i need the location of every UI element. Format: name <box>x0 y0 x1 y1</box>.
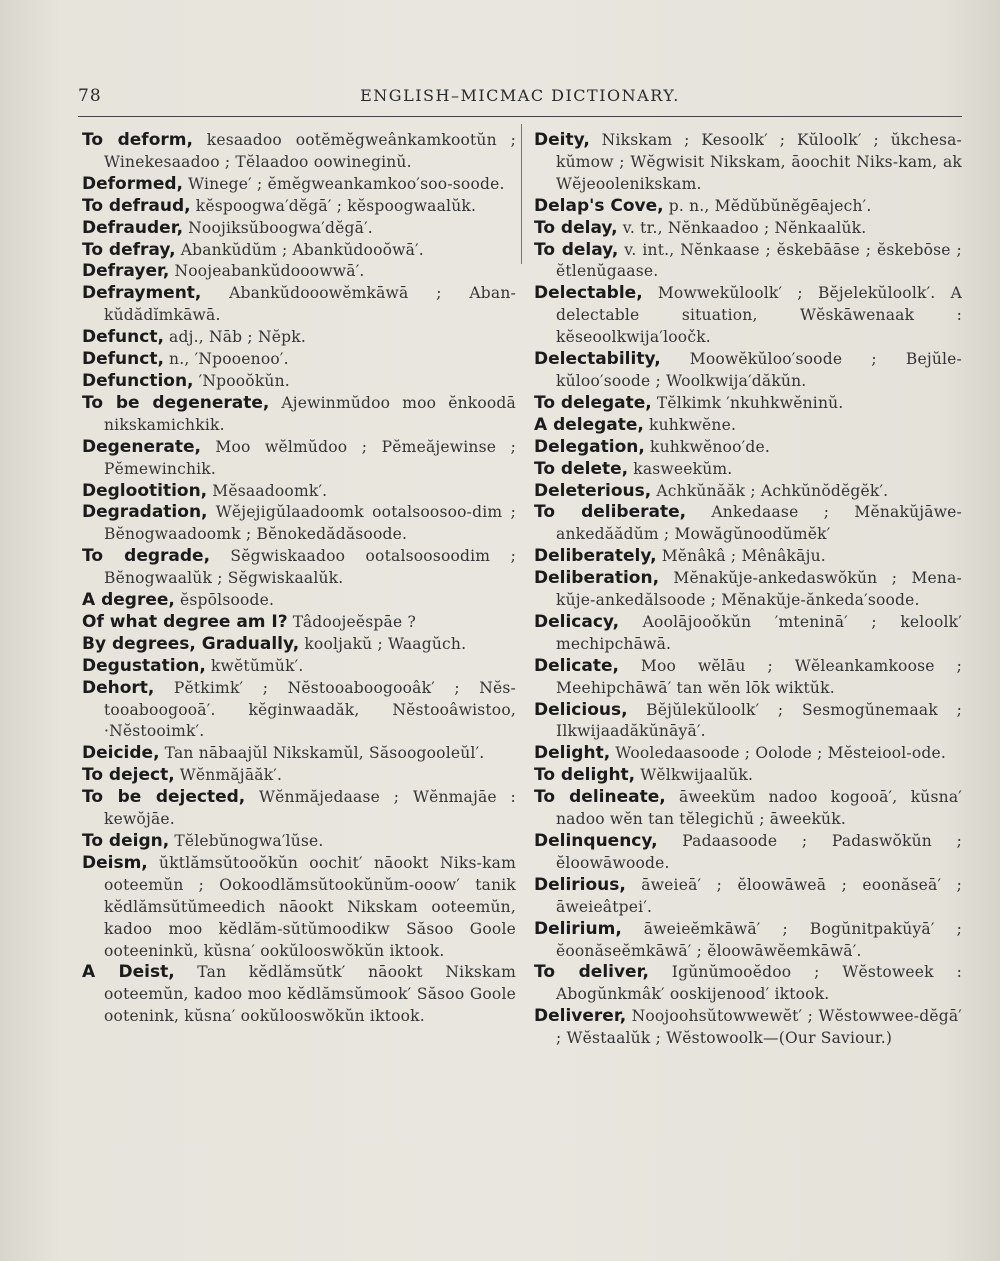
entry-headword: Delight, <box>534 743 611 764</box>
entry-headword: Defrayer, <box>82 261 170 282</box>
dictionary-entry <box>534 130 962 196</box>
entry-headword: Deliberation, <box>534 568 660 589</box>
entry-headword: Delectability, <box>534 349 661 370</box>
entry-definition: Mĕsaadoomk′. <box>207 481 328 500</box>
entry-definition: Abankŭdooowĕmkāwā ; Aban-kŭdădĭmkāwā. <box>104 284 516 325</box>
entry-headword: Delicate, <box>534 655 619 676</box>
entry-headword: To deform, <box>82 130 193 150</box>
entry-definition: Moowĕkŭloo′soode ; Bejŭle-kŭloo′soode ; Woolkwija′dăkŭn. <box>556 350 962 390</box>
dictionary-entry <box>534 240 962 284</box>
dictionary-entry <box>534 962 962 1006</box>
entry-definition: Nikskam ; Kesoolk′ ; Kŭloolk′ ; ŭkchesa-kŭmow ; Wĕgwisit Nikskam, āoochit Niks-kam, ak Wĕjeoolenikskam. <box>556 131 962 193</box>
entry-definition: kuhkwĕne. <box>643 415 737 434</box>
dictionary-entry <box>534 1006 962 1050</box>
entry-definition: āweieā′ ; ĕloowāweā ; eoonăseā′ ; āweieâtpei′. <box>556 875 962 916</box>
entry-definition: kasweekŭm. <box>628 459 733 478</box>
entry-headword: To delete, <box>534 458 629 479</box>
dictionary-entry <box>534 787 962 831</box>
entry-definition: Aoolājooŏkŭn ′mteninā′ ; keloolk′ mechipchāwā. <box>556 612 962 653</box>
entry-definition: Ankedaase ; Mĕnakŭjāwe-ankedăădŭm ; Mowăgŭnoodŭmĕk′ <box>556 503 962 544</box>
entry-headword: Delegation, <box>534 436 645 457</box>
entry-headword: Deicide, <box>82 743 160 764</box>
entry-headword: To delight, <box>534 765 636 786</box>
entry-headword: Deglootition, <box>82 480 208 501</box>
dictionary-entry <box>534 700 962 744</box>
entry-headword: To deign, <box>82 831 170 851</box>
dictionary-entry <box>82 283 516 327</box>
entry-definition: Bĕjŭlekŭloolk′ ; Sesmogŭnemaak ; Ilkwijaadăkŭnāyā′. <box>556 700 962 741</box>
entry-definition: ĕspōlsoode. <box>174 591 275 610</box>
dictionary-entry <box>82 678 516 744</box>
entry-definition: Padaasoode ; Padaswŏkŭn ; ĕloowāwoode. <box>556 832 962 872</box>
entry-definition: Tĕlkimk ′nkuhkwĕninŭ. <box>651 393 844 412</box>
dictionary-entry <box>534 875 962 919</box>
entry-definition: v. tr., Nĕnkaadoo ; Nĕnkaalŭk. <box>617 218 867 237</box>
entry-headword: To deliver, <box>534 962 649 983</box>
page-header <box>78 86 962 114</box>
entry-headword: Deleterious, <box>534 480 652 501</box>
right-column <box>534 130 962 1050</box>
entry-definition: Wĕnmăjedaase ; Wĕnmajāe : kewŏjāe. <box>104 788 516 829</box>
dictionary-entry <box>82 196 516 218</box>
dictionary-entry <box>534 919 962 963</box>
dictionary-entry <box>534 349 962 393</box>
dictionary-entry <box>534 415 962 437</box>
entry-headword: Degenerate, <box>82 436 201 457</box>
dictionary-entry <box>534 656 962 700</box>
dictionary-entry <box>534 502 962 546</box>
dictionary-entry <box>82 765 516 787</box>
dictionary-entry <box>534 743 962 765</box>
entry-headword: Deformed, <box>82 173 183 194</box>
dictionary-entry <box>534 459 962 481</box>
entry-definition: Wĕlkwijaalŭk. <box>635 766 754 785</box>
entry-definition: Mĕnâkâ ; Mênâkāju. <box>656 547 826 566</box>
dictionary-entry <box>82 656 516 678</box>
entry-definition: Wĕnmăjāăk′. <box>174 766 283 785</box>
dictionary-entry <box>82 218 516 240</box>
entry-definition: ′Npooŏkŭn. <box>193 371 290 390</box>
entry-headword: Delirious, <box>534 874 626 895</box>
entry-definition: Moo wĕlāu ; Wĕleankamkoose ; Meehipchāwā′ tan wĕn lōk wiktŭk. <box>556 656 962 697</box>
entry-headword: Dehort, <box>82 677 155 698</box>
entry-headword: Degradation, <box>82 502 208 523</box>
dictionary-entry <box>82 130 516 174</box>
dictionary-entry <box>82 481 516 503</box>
entry-headword: Delicious, <box>534 699 628 720</box>
entry-headword: A delegate, <box>534 414 644 435</box>
entry-definition: Moo wĕlmŭdoo ; Pĕmeăjewinse ; Pĕmewinchik. <box>104 437 516 478</box>
dictionary-entry <box>534 481 962 503</box>
dictionary-entry <box>82 962 516 1028</box>
entry-definition: Noojeabankŭdooowwā′. <box>169 262 365 281</box>
entry-headword: To defraud, <box>82 195 191 216</box>
entry-headword: Defunct, <box>82 349 164 370</box>
entry-headword: Delirium, <box>534 918 622 939</box>
entry-definition: kuhkwĕnoo′de. <box>644 437 770 456</box>
entry-definition: Winege′ ; ĕmĕgweankamkoo′soo-soode. <box>182 174 505 193</box>
dictionary-entry <box>82 393 516 437</box>
entry-definition: Noojoohsŭtowwewĕt′ ; Wĕstowwee-dĕgā′ ; Wĕstaalŭk ; Wĕstowoolk—(Our Saviour.) <box>556 1007 962 1048</box>
entry-definition: Wĕjejigŭlaadoomk ootalsoosoo-dim ; Bĕnogwaadoomk ; Bĕnokedădăsoode. <box>104 503 516 544</box>
dictionary-entry <box>534 612 962 656</box>
entry-definition: Tan kĕdlămsŭtk′ nāookt Nikskam ooteemŭn, kadoo moo kĕdlămsŭmook′ Săsoo Goole ootenink, kŭsna′ ookŭlooswŏkŭn iktook. <box>104 963 517 1026</box>
entry-headword: To delay, <box>534 217 618 238</box>
entry-headword: Defrauder, <box>82 217 184 238</box>
entry-definition: Abankŭdŭm ; Abankŭdooŏwā′. <box>175 240 424 259</box>
entry-headword: Deism, <box>82 852 148 873</box>
entry-definition: Tĕlebŭnogwa′lŭse. <box>169 832 324 850</box>
entry-headword: Delectable, <box>534 283 643 304</box>
entry-definition: Tâdoojeĕspāe ? <box>287 612 416 631</box>
column-divider <box>521 124 522 264</box>
dictionary-entry <box>82 261 516 283</box>
entry-headword: To delegate, <box>534 392 652 413</box>
dictionary-entry <box>82 174 516 196</box>
entry-headword: Deliberately, <box>534 546 657 567</box>
dictionary-entry <box>82 240 516 262</box>
entry-definition: Wooledaasoode ; Oolode ; Mĕsteiool-ode. <box>610 744 947 763</box>
dictionary-entry <box>82 327 516 349</box>
dictionary-entry <box>82 612 516 634</box>
entry-definition: kwĕtŭmŭk′. <box>205 656 304 675</box>
entry-headword: To be degenerate, <box>82 392 270 413</box>
entry-definition: kĕspoogwa′dĕgā′ ; kĕspoogwaalŭk. <box>190 196 477 215</box>
entry-definition: āweieĕmkāwā′ ; Bogŭnitpakŭyā′ ; ĕoonăseĕmkāwā′ ; ĕloowāwĕemkāwā′. <box>556 919 962 960</box>
dictionary-entry <box>82 371 516 393</box>
entry-definition: Mowwekŭloolk′ ; Bĕjelekŭloolk′. A delectable situation, Wĕskāwenaak : kĕseoolkwija′loočk. <box>556 284 962 347</box>
dictionary-entry <box>534 218 962 240</box>
entry-definition: Igŭnŭmooĕdoo ; Wĕstoweek : Abogŭnkmâk′ ooskijenood′ iktook. <box>556 963 962 1004</box>
entry-headword: To be dejected, <box>82 787 246 808</box>
entry-headword: To deject, <box>82 765 175 786</box>
dictionary-entry <box>534 831 962 875</box>
dictionary-entry <box>82 634 516 656</box>
entry-definition: adj., Nāb ; Nĕpk. <box>163 328 306 347</box>
entry-headword: Defunction, <box>82 370 194 391</box>
entry-definition: Mĕnakŭje-ankedaswŏkŭn ; Mena-kŭje-ankedălsoode ; Mĕnakŭje-ănkeda′soode. <box>556 569 962 610</box>
entry-headword: Defrayment, <box>82 283 202 304</box>
entry-definition: Ajewinmŭdoo moo ĕnkoodā nikskamichkik. <box>104 393 516 434</box>
entry-definition: n., ′Npooenoo′. <box>163 350 289 369</box>
dictionary-entry <box>534 393 962 415</box>
entry-headword: Delinquency, <box>534 831 658 851</box>
entry-headword: Delap's Cove, <box>534 195 664 216</box>
dictionary-entry <box>534 546 962 568</box>
dictionary-entry <box>534 765 962 787</box>
entry-headword: Deliverer, <box>534 1006 627 1027</box>
entry-definition: kooljakŭ ; Waagŭch. <box>299 634 467 653</box>
dictionary-entry <box>82 349 516 371</box>
page-number: 78 <box>78 86 102 106</box>
dictionary-entry <box>534 283 962 349</box>
entry-headword: To degrade, <box>82 546 211 567</box>
entry-headword: Delicacy, <box>534 611 620 632</box>
entry-headword: Degustation, <box>82 655 206 676</box>
entry-definition: Achkŭnăăk ; Achkŭnŏdĕgĕk′. <box>651 481 889 500</box>
entry-headword: A Deist, <box>82 962 175 983</box>
dictionary-entry <box>534 196 962 218</box>
running-head: ENGLISH–MICMAC DICTIONARY. <box>360 86 680 105</box>
dictionary-entry <box>534 568 962 612</box>
dictionary-entry <box>82 787 516 831</box>
dictionary-entry <box>82 831 516 853</box>
entry-definition: Noojiksŭboogwa′dĕgā′. <box>183 218 373 237</box>
entry-definition: Sĕgwiskaadoo ootalsoosoodim ; Bĕnogwaalŭk ; Sĕgwiskaalŭk. <box>104 547 516 588</box>
entry-headword: Of what degree am I? <box>82 611 288 632</box>
header-rule <box>78 116 962 117</box>
entry-definition: āweekŭm nadoo kogooā′, kŭsna′ nadoo wĕn tan tĕlegichŭ ; āweekŭk. <box>556 788 962 829</box>
dictionary-entry <box>534 437 962 459</box>
dictionary-entry <box>82 437 516 481</box>
entry-headword: To delay, <box>534 239 619 260</box>
entry-definition: ŭktlămsŭtooŏkŭn oochit′ nāookt Niks-kam ooteemŭn ; Ookoodlămsŭtookŭnŭm-ooow′ tanik kĕdlămsŭtŭmeedich nāookt Nikskam ooteemŭn, kadoo moo kĕdlăm-sŭtŭmoodikw Săsoo Goole ooteeninkŭ, kŭsna′ ookŭlooswŏkŭn iktook. <box>104 853 516 960</box>
dictionary-entry <box>82 743 516 765</box>
entry-headword: To deliberate, <box>534 502 687 523</box>
entry-headword: Deity, <box>534 130 590 150</box>
entry-definition: p. n., Mĕdŭbŭnĕgēajech′. <box>663 196 872 215</box>
dictionary-entry <box>82 546 516 590</box>
dictionary-entry <box>82 853 516 963</box>
entry-headword: By degrees, Gradually, <box>82 633 300 654</box>
entry-definition: v. int., Nĕnkaase ; ĕskebāāse ; ĕskebōse ; ĕtlenŭgaase. <box>556 240 962 281</box>
entry-headword: To defray, <box>82 239 176 260</box>
left-column <box>82 130 516 1028</box>
dictionary-entry <box>82 590 516 612</box>
entry-headword: Defunct, <box>82 327 164 348</box>
entry-definition: Tan nābaajŭl Nikskamŭl, Săsoogooleŭl′. <box>159 744 485 763</box>
entry-definition: Pĕtkimk′ ; Nĕstooaboogooâk′ ; Nĕs-tooaboogooā′. kĕginwaadăk, Nĕstooâwistoo, ·Nĕstooimk′. <box>104 678 516 741</box>
entry-headword: A degree, <box>82 590 175 611</box>
entry-definition: kesaadoo ootĕmĕgweânkamkootŭn ; Winekesaadoo ; Tĕlaadoo oowineginŭ. <box>104 131 517 171</box>
entry-headword: To delineate, <box>534 787 666 808</box>
dictionary-entry <box>82 502 516 546</box>
